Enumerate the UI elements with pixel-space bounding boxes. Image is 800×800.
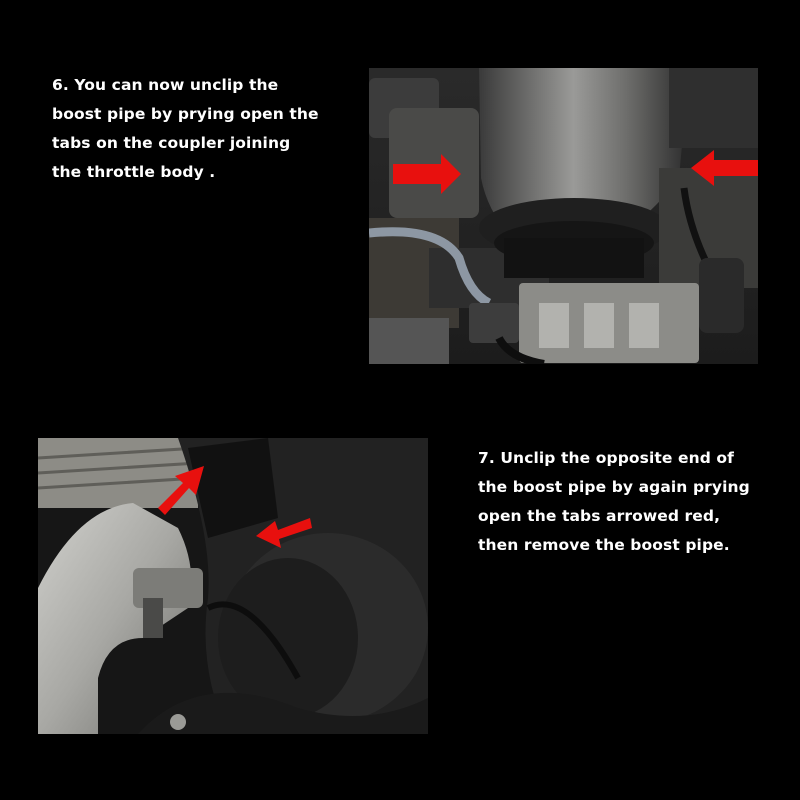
- step-6-instruction: 6. You can now unclip the boost pipe by prying open the tabs on the coupler joining the throttle body .: [52, 76, 319, 181]
- step-7-photo: [38, 438, 428, 734]
- step-7-instruction: 7. Unclip the opposite end of the boost pipe by again prying open the tabs arrowed red, then remove the boost pipe.: [478, 449, 750, 554]
- step-6-photo: [369, 68, 758, 364]
